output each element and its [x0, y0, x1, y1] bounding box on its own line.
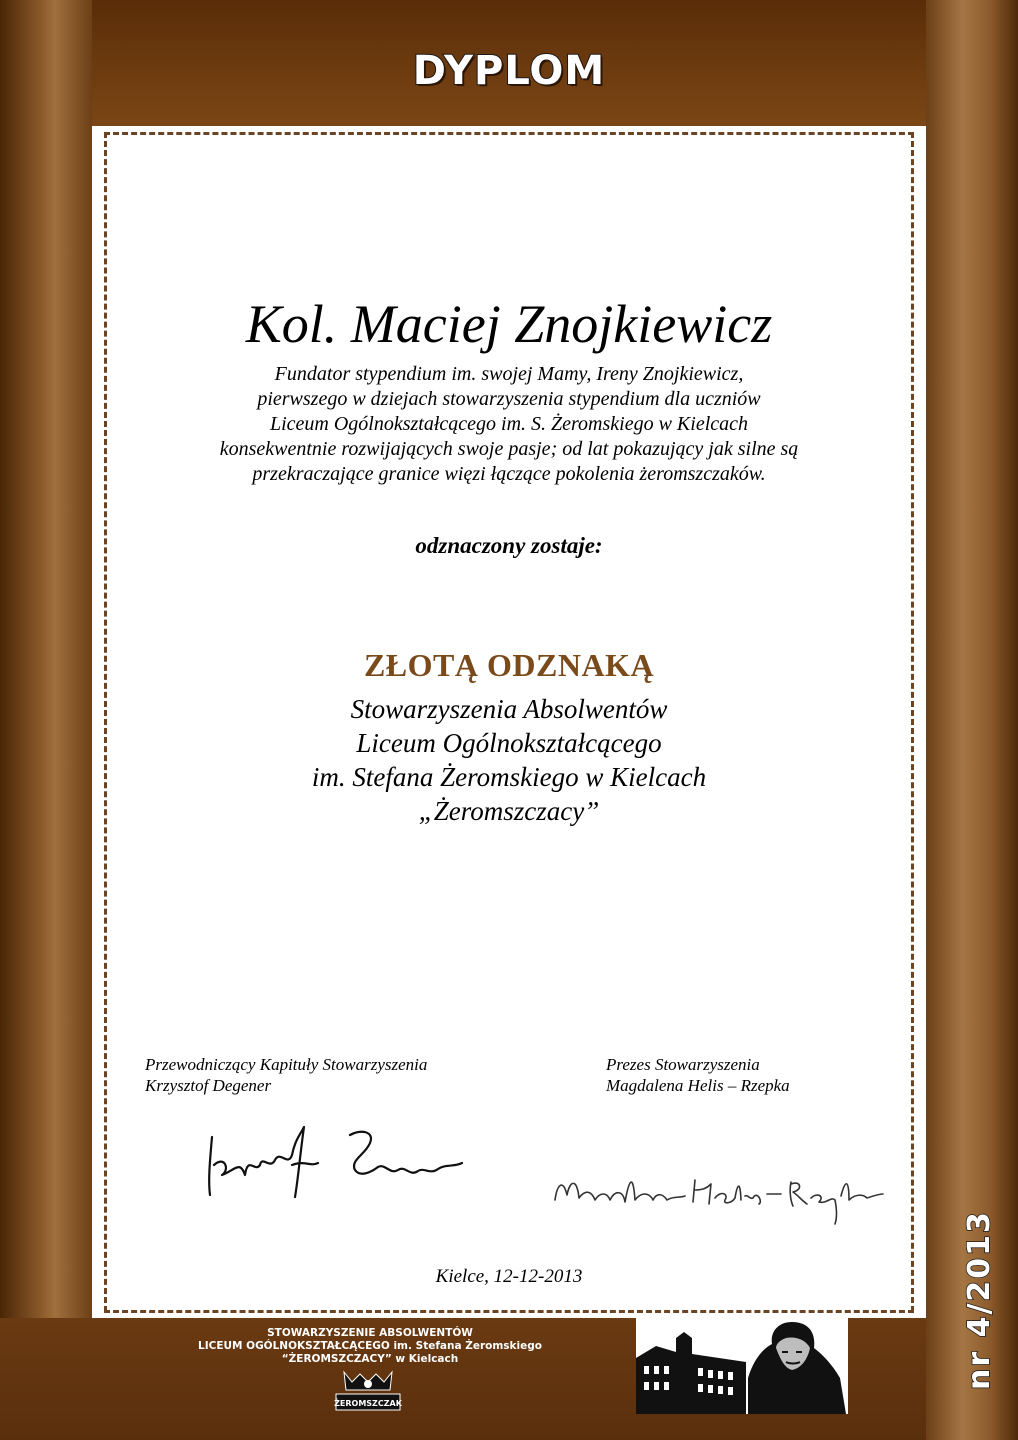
- description-line: pierwszego w dziejach stowarzyszenia stypendium dla uczniów: [257, 388, 761, 410]
- description-line: Liceum Ogólnokształcącego im. S. Żeromskiego w Kielcach: [269, 413, 749, 435]
- school-building-and-portrait-illustration: [636, 1318, 848, 1414]
- organization-line: Stowarzyszenia Absolwentów: [350, 694, 668, 724]
- recipient-name: Kol. Maciej Znojkiewicz: [245, 294, 773, 354]
- organization-line: im. Stefana Żeromskiego w Kielcach: [311, 762, 707, 792]
- logo-text: ŻEROMSZCZAK: [334, 1399, 402, 1408]
- award-badge-title: ZŁOTĄ ODZNAKĄ: [363, 647, 655, 683]
- description-line: przekraczające granice więzi łączące pokolenia żeromszczaków.: [252, 463, 766, 485]
- signatory-left-role: Przewodniczący Kapituły Stowarzyszenia: [145, 1055, 428, 1074]
- dashed-border-bottom: [104, 1310, 914, 1313]
- description-line: konsekwentnie rozwijających swoje pasje; od lat pokazujący jak silne są: [219, 438, 799, 460]
- diploma-title: DYPLOM: [412, 48, 606, 94]
- signature-right: [545, 1160, 885, 1230]
- dashed-border-top: [104, 132, 914, 135]
- description-line: Fundator stypendium im. swojej Mamy, Ireny Znojkiewicz,: [274, 363, 744, 385]
- signatory-left-name: Krzysztof Degener: [145, 1076, 272, 1095]
- footer-line: STOWARZYSZENIE ABSOLWENTÓW: [267, 1327, 473, 1339]
- signatory-left: [145, 1054, 427, 1096]
- footer-line: LICEUM OGÓLNOKSZTAŁCĄCEGO im. Stefana Żeromskiego: [198, 1340, 542, 1352]
- signatory-right: [606, 1054, 790, 1096]
- signature-left: [200, 1115, 470, 1205]
- signatory-right-role: Prezes Stowarzyszenia: [606, 1055, 760, 1074]
- issue-number: nr 4/2013: [962, 1210, 997, 1390]
- signatory-right-name: Magdalena Helis – Rzepka: [606, 1076, 790, 1095]
- organization-line: „Żeromszczacy”: [418, 796, 600, 826]
- footer-line: “ŻEROMSZCZACY” w Kielcach: [281, 1353, 459, 1365]
- organization-line: Liceum Ogólnokształcącego: [356, 728, 662, 758]
- award-organization: [92, 692, 926, 828]
- footer-organization: [160, 1327, 580, 1366]
- recipient-description: [92, 362, 926, 487]
- awarded-text: odznaczony zostaje:: [415, 533, 603, 558]
- frame-left: [0, 0, 92, 1440]
- place-date: Kielce, 12-12-2013: [435, 1266, 583, 1287]
- zeromszczak-logo: [330, 1368, 406, 1416]
